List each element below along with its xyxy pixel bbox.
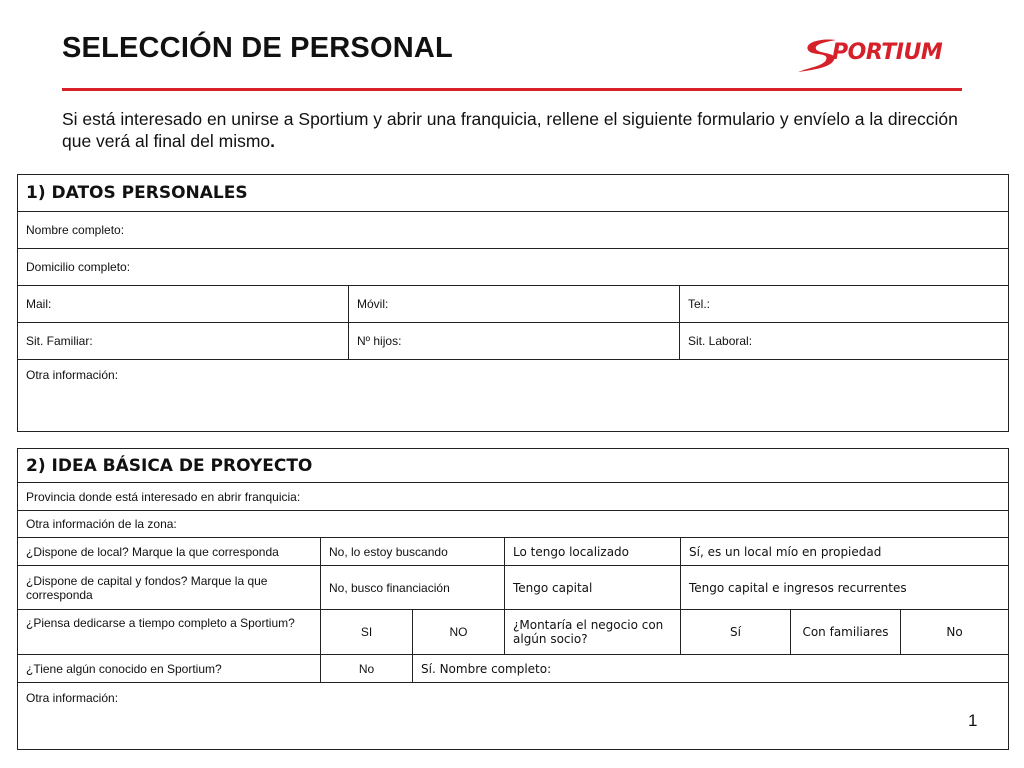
socio-option-no[interactable]: No — [901, 610, 1009, 655]
socio-question: ¿Montaría el negocio con algún socio? — [505, 610, 681, 655]
conocido-option-no[interactable]: No — [321, 655, 413, 683]
section2-heading: 2) IDEA BÁSICA DE PROYECTO — [18, 449, 1009, 483]
project-idea-table — [17, 448, 1009, 750]
domicilio-field[interactable]: Domicilio completo: — [18, 249, 1009, 286]
intro-end: . — [270, 131, 276, 151]
conocido-question: ¿Tiene algún conocido en Sportium? — [18, 655, 321, 683]
tiempo-question: ¿Piensa dedicarse a tiempo completo a Sportium? — [18, 610, 321, 655]
nombre-field[interactable]: Nombre completo: — [18, 212, 1009, 249]
local-question: ¿Dispone de local? Marque la que corresponda — [18, 538, 321, 566]
sit-laboral-field[interactable]: Sit. Laboral: — [680, 323, 1009, 360]
sportium-logo — [796, 36, 966, 76]
tel-field[interactable]: Tel.: — [680, 286, 1009, 323]
local-option-buscando[interactable]: No, lo estoy buscando — [321, 538, 505, 566]
page-title: SELECCIÓN DE PERSONAL — [62, 32, 453, 64]
local-option-localizado[interactable]: Lo tengo localizado — [505, 538, 681, 566]
page-number: 1 — [968, 711, 978, 730]
intro-text — [62, 108, 962, 152]
otra-informacion-field[interactable]: Otra información: — [18, 360, 1009, 432]
sportium-logo-text: PORTIUM — [832, 40, 943, 65]
movil-field[interactable]: Móvil: — [349, 286, 680, 323]
socio-option-si[interactable]: Sí — [681, 610, 791, 655]
zona-field[interactable]: Otra información de la zona: — [18, 511, 1009, 538]
capital-option-ingresos[interactable]: Tengo capital e ingresos recurrentes — [681, 566, 1009, 610]
capital-option-financiacion[interactable]: No, busco financiación — [321, 566, 505, 610]
capital-option-tengo[interactable]: Tengo capital — [505, 566, 681, 610]
conocido-option-si-nombre[interactable]: Sí. Nombre completo: — [413, 655, 1009, 683]
sit-familiar-field[interactable]: Sit. Familiar: — [18, 323, 349, 360]
socio-option-familiares[interactable]: Con familiares — [791, 610, 901, 655]
otra-informacion-proyecto-field[interactable]: Otra información: — [18, 683, 1009, 750]
tiempo-option-si[interactable]: SI — [321, 610, 413, 655]
intro-body: Si está interesado en unirse a Sportium y abrir una franquicia, rellene el siguiente formulario y envíelo a la dirección que verá al final del mismo — [62, 109, 958, 151]
section1-heading: 1) DATOS PERSONALES — [18, 175, 1009, 212]
hijos-field[interactable]: Nº hijos: — [349, 323, 680, 360]
title-divider — [62, 88, 962, 91]
local-option-propiedad[interactable]: Sí, es un local mío en propiedad — [681, 538, 1009, 566]
personal-data-table — [17, 174, 1009, 432]
capital-question: ¿Dispone de capital y fondos? Marque la que corresponda — [18, 566, 321, 610]
mail-field[interactable]: Mail: — [18, 286, 349, 323]
provincia-field[interactable]: Provincia donde está interesado en abrir franquicia: — [18, 483, 1009, 511]
tiempo-option-no[interactable]: NO — [413, 610, 505, 655]
